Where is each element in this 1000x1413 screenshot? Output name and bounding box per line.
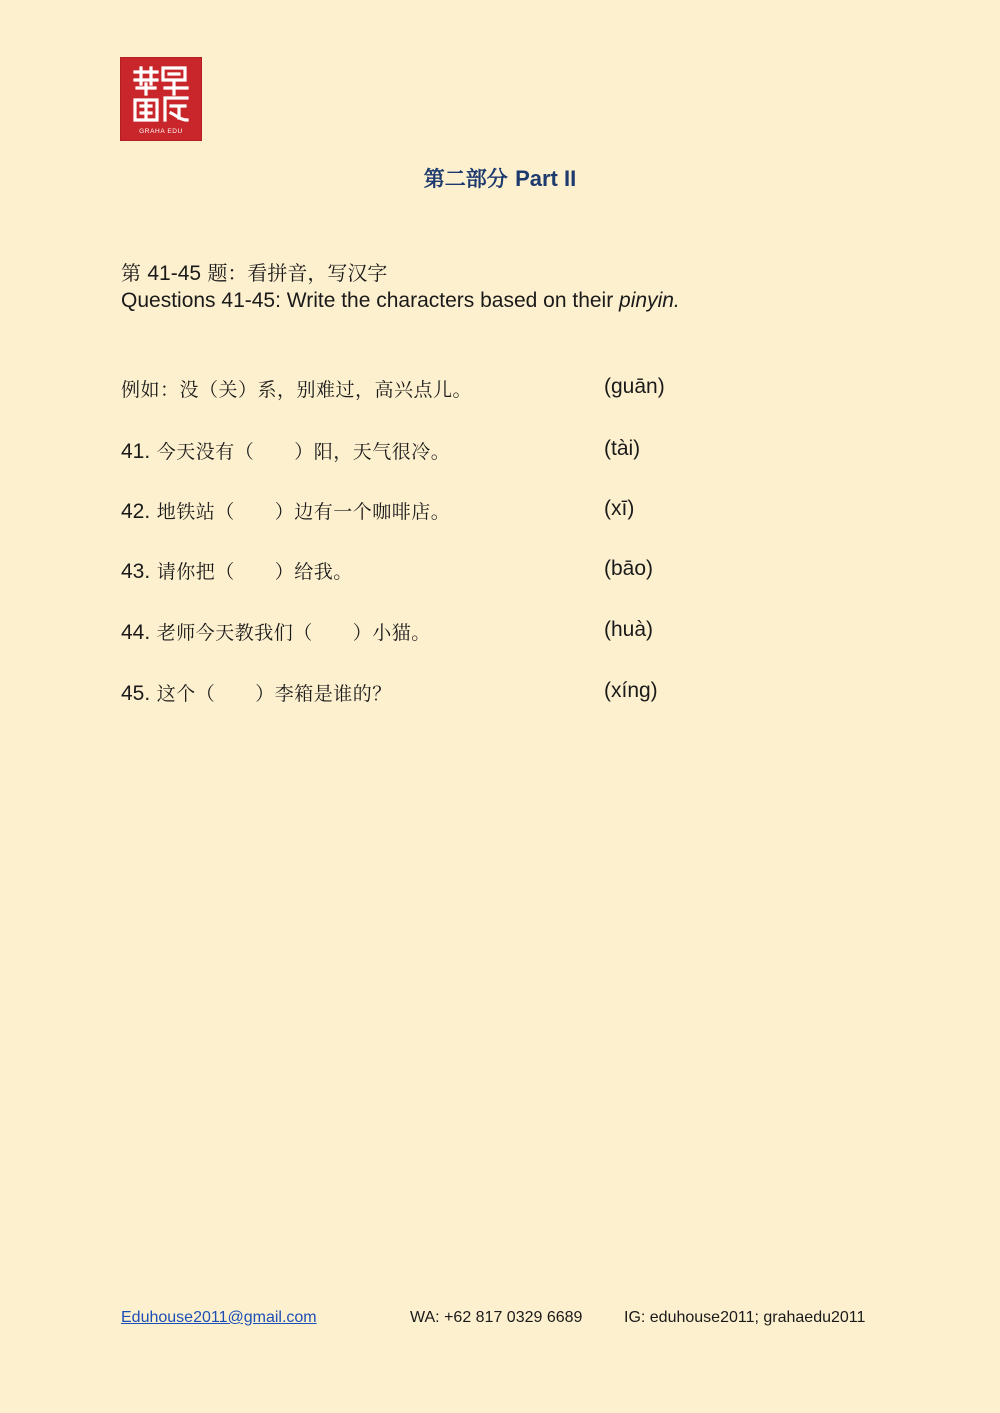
question-text-before: 今天没有（ [156, 441, 255, 463]
question-pinyin: (huà) [604, 618, 654, 641]
example-sentence: 例如：没（关）系，别难过，高兴点儿。 [121, 379, 473, 401]
question-number: 45. [121, 682, 151, 705]
question-number: 43. [121, 560, 151, 583]
question-pinyin: (xíng) [604, 679, 658, 702]
question-text-before: 请你把（ [156, 561, 235, 583]
graha-edu-logo [121, 58, 201, 140]
section-title-zh: 第二部分 [423, 167, 508, 191]
question-number: 42. [121, 500, 151, 523]
question-sentence [121, 618, 431, 645]
instruction-zh-suffix: 题：看拼音，写汉字 [207, 261, 388, 285]
question-text-after: ）小猫。 [352, 622, 431, 644]
question-text-before: 老师今天教我们（ [156, 622, 313, 644]
example-row [121, 375, 881, 405]
footer-instagram: IG: eduhouse2011; grahaedu2011 [624, 1309, 866, 1326]
instruction-english [121, 289, 680, 313]
question-row-42 [121, 497, 881, 527]
question-row-43 [121, 557, 881, 587]
question-pinyin: (bāo) [604, 557, 654, 580]
question-sentence [121, 497, 450, 524]
question-sentence [121, 437, 450, 464]
question-text-after: ）给我。 [274, 561, 353, 583]
instruction-chinese [121, 257, 387, 286]
question-pinyin: (xī) [604, 497, 635, 520]
section-title [0, 163, 1000, 193]
question-text-after: ）李箱是谁的？ [255, 683, 392, 705]
question-row-44 [121, 618, 881, 648]
instruction-en-italic: pinyin. [619, 289, 680, 312]
footer-whatsapp: WA: +62 817 0329 6689 [410, 1309, 583, 1326]
question-text-before: 这个（ [156, 683, 216, 705]
question-text-after: ）阳，天气很冷。 [294, 441, 451, 463]
question-number: 41. [121, 440, 151, 463]
question-row-45 [121, 679, 881, 709]
logo-seal-icon [121, 58, 201, 140]
instruction-en-main: Questions 41-45: Write the characters based on their [121, 289, 620, 312]
footer-email-link[interactable]: Eduhouse2011@gmail.com [121, 1309, 317, 1326]
question-sentence [121, 679, 392, 706]
instruction-zh-prefix: 第 [121, 261, 141, 285]
question-text-after: ）边有一个咖啡店。 [274, 501, 451, 523]
logo-caption: GRAHA EDU [139, 128, 183, 135]
instruction-zh-range: 41-45 [147, 262, 202, 285]
section-title-en: Part II [515, 166, 577, 191]
question-text-before: 地铁站（ [156, 501, 235, 523]
question-number: 44. [121, 621, 151, 644]
question-row-41 [121, 437, 881, 467]
question-sentence [121, 557, 353, 584]
question-pinyin: (tài) [604, 437, 641, 460]
example-pinyin: (guān) [604, 375, 665, 398]
